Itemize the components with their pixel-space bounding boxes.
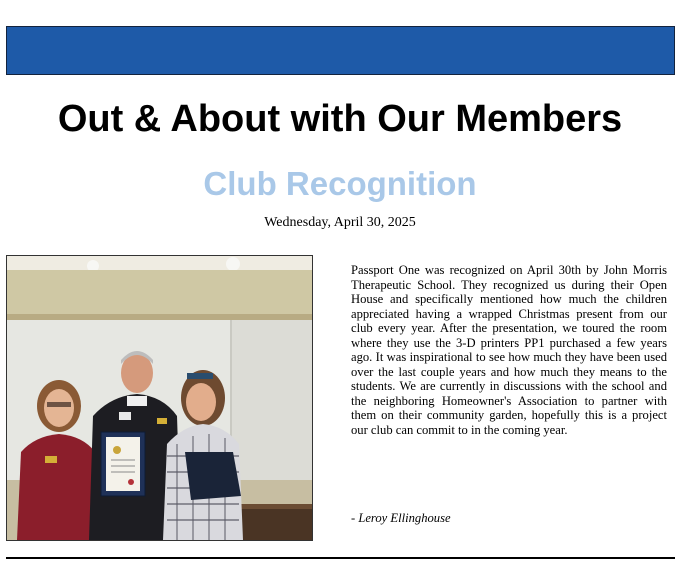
group-photo [6,255,313,541]
article-date: Wednesday, April 30, 2025 [264,215,416,230]
header-banner [6,26,675,75]
bottom-divider [6,557,675,559]
section-subtitle: Club Recognition [203,165,477,202]
article-body: Passport One was recognized on April 30th by John Morris Therapeutic School. They recognized us during their Open House and specifically mentioned how much the children appreciated having a wrapped Christmas present from our club every year. After the presentation, we toured the room where they use the 3-D printers PP1 purchased a few years ago. It was inspirational to see how much they have been used over the last couple years and how much they means to the students. We are currently in discussions with the school and the neighboring Homeowner's Association to partner with them on their community garden, hopefully this is a project our club can commit to in the coming year. [351,263,667,437]
article-author: - Leroy Ellinghouse [351,511,451,525]
group-photo-icon [7,256,312,540]
page-title: Out & About with Our Members [57,98,623,140]
